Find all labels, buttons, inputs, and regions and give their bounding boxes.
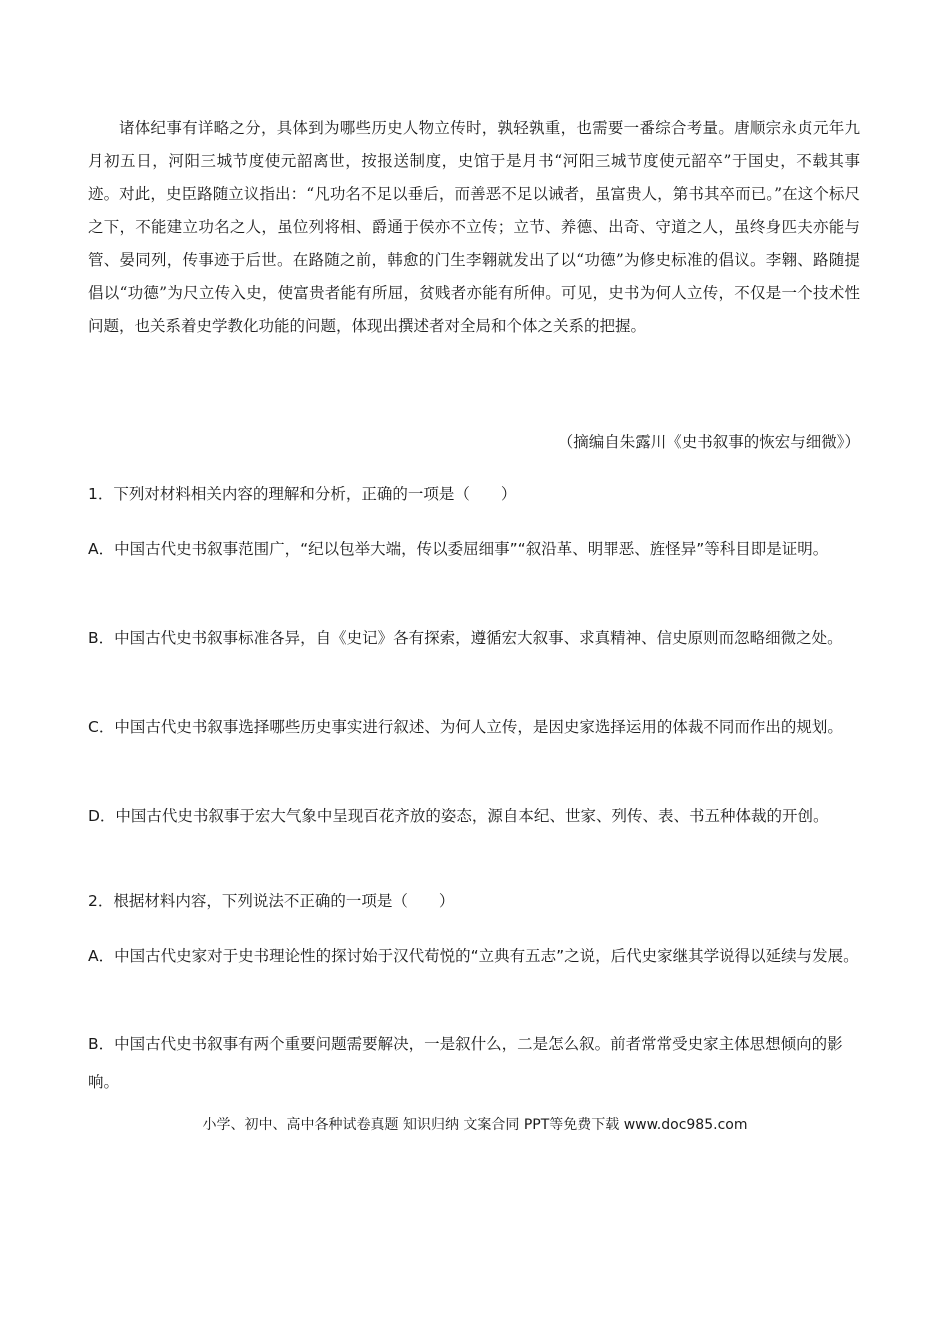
question-1-option-a: A．中国古代史书叙事范围广，“纪以包举大端，传以委屈细事”“叙沿革、明罪恶、旌怪异”等科目即是证明。 — [88, 540, 829, 558]
question-1-option-d: D．中国古代史书叙事于宏大气象中呈现百花齐放的姿态，源自本纪、世家、列传、表、书五种体裁的开创。 — [88, 807, 829, 825]
passage-paragraph: 诸体纪事有详略之分，具体到为哪些历史人物立传时，孰轻孰重，也需要一番综合考量。唐顺宗永贞元年九月初五日，河阳三城节度使元韶离世，按报送制度，史馆于是月书“河阳三城节度使元韶卒”于国史，不载其事迹。对此，史臣路随立议指出：“凡功名不足以垂后，而善恶不足以诫者，虽富贵人，第书其卒而已。”在这个标尺之下，不能建立功名之人，虽位列将相、爵通于侯亦不立传；立节、养德、出奇、守道之人，虽终身匹夫亦能与管、晏同列，传事迹于后世。在路随之前，韩愈的门生李翱就发出了以“功德”为修史标准的倡议。李翱、路随提倡以“功德”为尺立传入史，使富贵者能有所屈，贫贱者亦能有所伸。可见，史书为何人立传，不仅是一个技术性问题，也关系着史学教化功能的问题，体现出撰述者对全局和个体之关系的把握。 — [88, 119, 860, 335]
question-2-stem: 2．根据材料内容，下列说法不正确的一项是（ ） — [88, 892, 455, 910]
question-1-option-c: C．中国古代史书叙事选择哪些历史事实进行叙述、为何人立传，是因史家选择运用的体裁不同而作出的规划。 — [88, 718, 843, 736]
question-1-option-b: B．中国古代史书叙事标准各异，自《史记》各有探索，遵循宏大叙事、求真精神、信史原则而忽略细微之处。 — [88, 629, 843, 647]
question-2-option-a: A．中国古代史家对于史书理论性的探讨始于汉代荀悦的“立典有五志”之说，后代史家继其学说得以延续与发展。 — [88, 947, 859, 965]
passage-source: （摘编自朱露川《史书叙事的恢宏与细微》） — [557, 433, 860, 451]
question-2-option-b: B．中国古代史书叙事有两个重要问题需要解决，一是叙什么，二是怎么叙。前者常常受史家主体思想倾向的影响。 — [88, 1035, 843, 1091]
page-footer: 小学、初中、高中各种试卷真题 知识归纳 文案合同 PPT等免费下载 www.doc985.com — [202, 1117, 748, 1133]
question-1-stem: 1．下列对材料相关内容的理解和分析，正确的一项是（ ） — [88, 485, 517, 503]
